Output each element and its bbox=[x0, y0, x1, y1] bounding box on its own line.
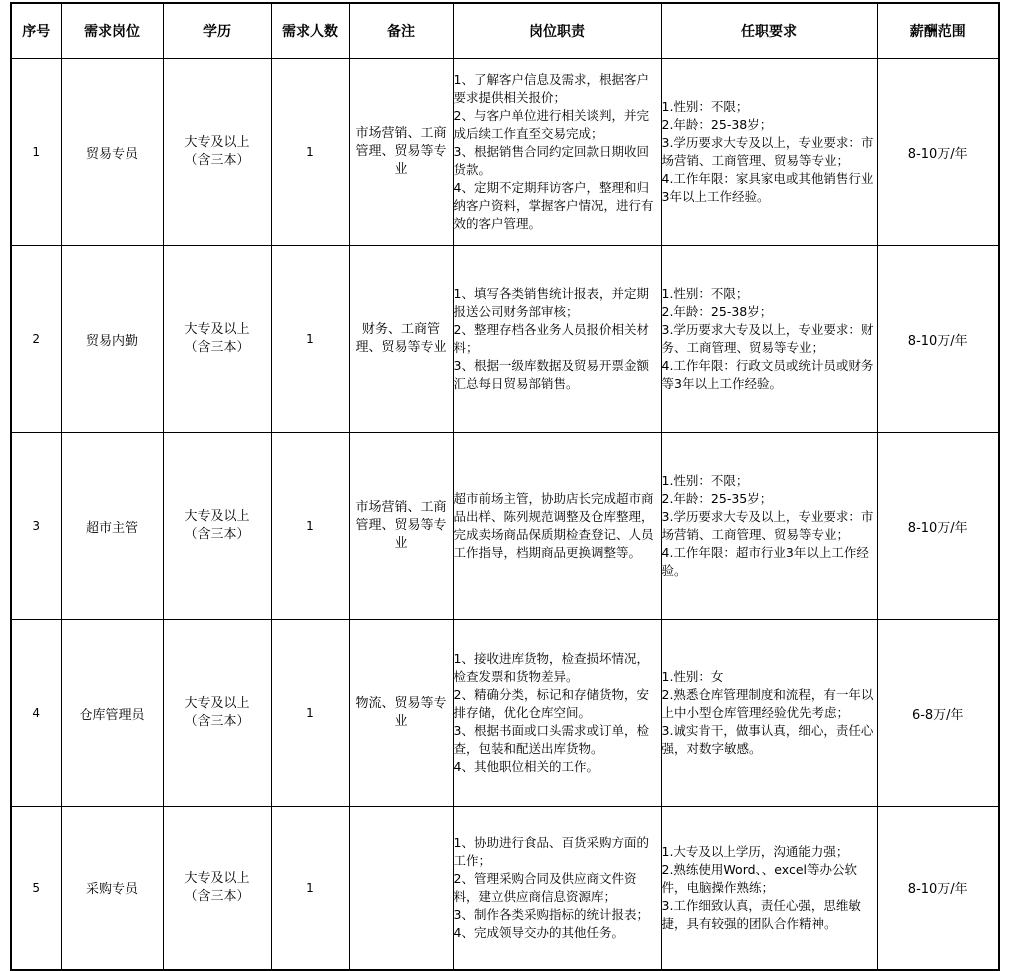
requirement-line: 2.年龄：25-38岁； bbox=[661, 117, 773, 132]
requirement-line: 1.性别：女 bbox=[661, 669, 724, 684]
education-line: 大专及以上 bbox=[184, 696, 250, 711]
cell-no: 3 bbox=[11, 433, 61, 620]
cell-note: 市场营销、工商管理、贸易等专业 bbox=[349, 433, 453, 620]
cell-duties bbox=[453, 807, 661, 970]
cell-count: 1 bbox=[271, 807, 349, 970]
cell-salary: 8-10万/年 bbox=[877, 433, 999, 620]
cell-requirements bbox=[661, 246, 877, 433]
education-line: 大专及以上 bbox=[184, 322, 250, 337]
duty-line: 4、完成领导交办的其他任务。 bbox=[453, 924, 624, 940]
cell-salary: 6-8万/年 bbox=[877, 620, 999, 807]
cell-count: 1 bbox=[271, 620, 349, 807]
cell-requirements bbox=[661, 433, 877, 620]
cell-duties bbox=[453, 246, 661, 433]
cell-count: 1 bbox=[271, 246, 349, 433]
requirement-line: 2.年龄：25-35岁； bbox=[661, 491, 773, 506]
requirement-line: 3.诚实肯干，做事认真，细心，责任心强，对数字敏感。 bbox=[661, 723, 874, 756]
cell-requirements bbox=[661, 807, 877, 970]
education-line: （含三本） bbox=[184, 714, 250, 729]
cell-duties bbox=[453, 433, 661, 620]
header-duties: 岗位职责 bbox=[453, 3, 661, 59]
requirement-line: 3.学历要求大专及以上，专业要求：市场营销、工商管理、贸易等专业； bbox=[661, 135, 874, 168]
cell-position: 采购专员 bbox=[61, 807, 163, 970]
duty-line: 3、根据销售合同约定回款日期收回货款。 bbox=[453, 144, 649, 177]
cell-education bbox=[163, 246, 271, 433]
cell-duties bbox=[453, 620, 661, 807]
cell-duties bbox=[453, 59, 661, 246]
recruitment-table bbox=[10, 2, 1000, 971]
cell-education bbox=[163, 807, 271, 970]
requirement-line: 2.年龄：25-38岁； bbox=[661, 304, 773, 319]
table-row bbox=[11, 433, 999, 620]
cell-education bbox=[163, 433, 271, 620]
cell-no: 1 bbox=[11, 59, 61, 246]
cell-note: 物流、贸易等专业 bbox=[349, 620, 453, 807]
header-education: 学历 bbox=[163, 3, 271, 59]
duty-line: 3、制作各类采购指标的统计报表； bbox=[453, 906, 649, 922]
requirement-line: 4.工作年限：超市行业3年以上工作经验。 bbox=[661, 545, 869, 578]
duty-line: 1、接收进库货物，检查损坏情况，检查发票和货物差异。 bbox=[453, 651, 649, 684]
cell-salary: 8-10万/年 bbox=[877, 246, 999, 433]
duty-line: 1、填写各类销售统计报表，并定期报送公司财务部审核； bbox=[453, 286, 649, 319]
cell-count: 1 bbox=[271, 59, 349, 246]
header-no: 序号 bbox=[11, 3, 61, 59]
header-row bbox=[11, 3, 999, 59]
education-line: （含三本） bbox=[184, 153, 250, 168]
cell-no: 2 bbox=[11, 246, 61, 433]
education-line: 大专及以上 bbox=[184, 870, 250, 886]
cell-no: 5 bbox=[11, 807, 61, 970]
duty-line: 3、根据书面或口头需求或订单，检查，包装和配送出库货物。 bbox=[453, 723, 649, 756]
header-position: 需求岗位 bbox=[61, 3, 163, 59]
duty-line: 2、与客户单位进行相关谈判，并完成后续工作直至交易完成； bbox=[453, 108, 649, 141]
duty-line: 超市前场主管，协助店长完成超市商品出样、陈列规范调整及仓库整理，完成卖场商品保质期检查登记、人员工作指导，档期商品更换调整等。 bbox=[453, 491, 654, 560]
cell-no: 4 bbox=[11, 620, 61, 807]
duty-line: 2、精确分类，标记和存储货物，安排存储，优化仓库空间。 bbox=[453, 687, 649, 720]
requirement-line: 2.熟练使用Word、、excel等办公软件，电脑操作熟练； bbox=[661, 861, 857, 895]
requirement-line: 2.熟悉仓库管理制度和流程，有一年以上中小型仓库管理经验优先考虑； bbox=[661, 687, 874, 720]
education-line: （含三本） bbox=[184, 527, 250, 542]
duty-line: 4、定期不定期拜访客户，整理和归纳客户资料，掌握客户情况，进行有效的客户管理。 bbox=[453, 180, 654, 231]
cell-salary: 8-10万/年 bbox=[877, 807, 999, 970]
requirement-line: 4.工作年限：行政文员或统计员或财务等3年以上工作经验。 bbox=[661, 358, 874, 391]
cell-education bbox=[163, 59, 271, 246]
duty-line: 2、管理采购合同及供应商文件资料，建立供应商信息资源库； bbox=[453, 870, 637, 904]
cell-requirements bbox=[661, 59, 877, 246]
cell-requirements bbox=[661, 620, 877, 807]
cell-salary: 8-10万/年 bbox=[877, 59, 999, 246]
table-row bbox=[11, 246, 999, 433]
duty-line: 4、其他职位相关的工作。 bbox=[453, 759, 599, 774]
education-line: （含三本） bbox=[184, 340, 250, 355]
duty-line: 1、了解客户信息及需求，根据客户要求提供相关报价； bbox=[453, 72, 649, 105]
header-note: 备注 bbox=[349, 3, 453, 59]
requirement-line: 1.性别：不限； bbox=[661, 473, 749, 488]
cell-position: 超市主管 bbox=[61, 433, 163, 620]
education-line: （含三本） bbox=[184, 888, 250, 904]
cell-position: 仓库管理员 bbox=[61, 620, 163, 807]
requirement-line: 4.工作年限：家具家电或其他销售行业3年以上工作经验。 bbox=[661, 171, 874, 204]
duty-line: 1、协助进行食品、百货采购方面的工作； bbox=[453, 834, 649, 868]
header-count: 需求人数 bbox=[271, 3, 349, 59]
requirement-line: 1.性别：不限； bbox=[661, 286, 749, 301]
cell-note: 财务、工商管理、贸易等专业 bbox=[349, 246, 453, 433]
cell-note: 市场营销、工商管理、贸易等专业 bbox=[349, 59, 453, 246]
requirement-line: 3.学历要求大专及以上，专业要求：财务、工商管理、贸易等专业； bbox=[661, 322, 874, 355]
requirement-line: 1.大专及以上学历，沟通能力强； bbox=[661, 843, 849, 859]
duty-line: 2、整理存档各业务人员报价相关材料； bbox=[453, 322, 649, 355]
table-row bbox=[11, 620, 999, 807]
cell-position: 贸易内勤 bbox=[61, 246, 163, 433]
cell-count: 1 bbox=[271, 433, 349, 620]
cell-education bbox=[163, 620, 271, 807]
header-requirements: 任职要求 bbox=[661, 3, 877, 59]
cell-note bbox=[349, 807, 453, 970]
header-salary: 薪酬范围 bbox=[877, 3, 999, 59]
requirement-line: 3.学历要求大专及以上，专业要求：市场营销、工商管理、贸易等专业； bbox=[661, 509, 874, 542]
table-row bbox=[11, 807, 999, 970]
requirement-line: 3.工作细致认真，责任心强，思维敏捷，具有较强的团队合作精神。 bbox=[661, 897, 861, 931]
table-row bbox=[11, 59, 999, 246]
cell-position: 贸易专员 bbox=[61, 59, 163, 246]
education-line: 大专及以上 bbox=[184, 135, 250, 150]
requirement-line: 1.性别：不限； bbox=[661, 99, 749, 114]
education-line: 大专及以上 bbox=[184, 509, 250, 524]
duty-line: 3、根据一级库数据及贸易开票金额汇总每日贸易部销售。 bbox=[453, 358, 649, 391]
